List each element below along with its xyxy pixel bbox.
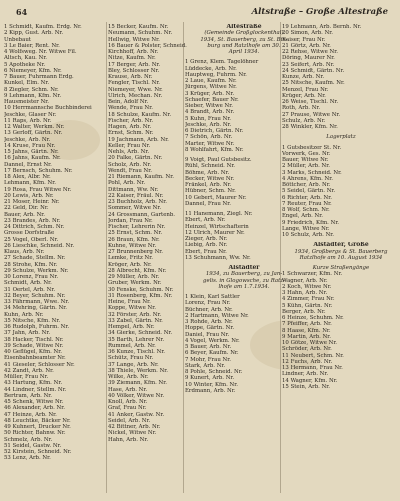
directory-entry: 36 Rudolph, Fuhrm. Nr. bbox=[4, 324, 70, 330]
directory-entry: 43 Hartung, Kfm. Nr. bbox=[4, 380, 63, 387]
directory-entry: 27 Brunnenberg Nr. bbox=[108, 249, 163, 255]
directory-entry: 31 Oertel, Arb. Nr. bbox=[4, 286, 56, 293]
directory-entry: 6 Niemeyer, Kfm. Nr. bbox=[4, 67, 62, 74]
directory-entry: 5 Bauer, Arb. Nr. bbox=[185, 344, 232, 350]
directory-entry: 20 Simon, Arb. Nr. bbox=[282, 30, 334, 37]
directory-entry: 8 Wolf, Schm. Nr. bbox=[282, 207, 330, 213]
directory-entry: 23 Brandes, Arb. Nr. bbox=[4, 217, 61, 224]
directory-entry: Schröder, Arb. Nr. bbox=[282, 346, 332, 353]
directory-entry: Eisenbahnbeamter Nr. bbox=[4, 355, 66, 362]
directory-entry: Dannel, Ernst Nr. bbox=[4, 161, 52, 168]
directory-entry: Schmidt, Arb. Nr. bbox=[4, 280, 52, 287]
directory-entry: Schulz, Arb. Nr. bbox=[282, 117, 326, 124]
directory-entry: Fischer, Lehrerin Nr. bbox=[108, 224, 166, 230]
directory-entry: 13 Gerloff, Gärtn. Nr. bbox=[4, 130, 63, 137]
directory-entry: 46 Alexander, Arb. Nr. bbox=[4, 405, 65, 412]
directory-entry: Alstädter, Große bbox=[313, 242, 369, 249]
directory-entry: 32 Förster, Arb. Nr. bbox=[108, 311, 162, 318]
directory-entry: Lange, Witwe Nr. bbox=[282, 225, 330, 232]
directory-entry: 31 Rosenberg, Kfm. Nr. bbox=[108, 292, 173, 299]
directory-entry: 24 Schmidt, Gärtn. Nr. bbox=[282, 67, 345, 74]
directory-entry: 20 Falke, Gärtn. Nr. bbox=[108, 155, 163, 162]
directory-entry: 20 Lewis, Arb. Nr. bbox=[4, 192, 54, 199]
directory-entry: 37 Jahn, Arb. Nr. bbox=[4, 330, 51, 337]
directory-entry: Fischer, Arb. Nr. bbox=[108, 117, 154, 124]
directory-entry: Seidel, Arb. Nr. bbox=[108, 417, 151, 424]
directory-column-1 bbox=[4, 24, 122, 462]
directory-entry: Müller, Frau Nr. bbox=[4, 374, 49, 380]
directory-entry: 52 Kirstein, Schneid. Nr. bbox=[4, 449, 72, 455]
directory-entry: Krüger, Arb. Nr. bbox=[282, 92, 326, 99]
directory-entry: Ebert, Frau Nr. bbox=[185, 248, 227, 255]
directory-entry: Lorenz, Frau Nr. bbox=[185, 300, 231, 307]
directory-entry: 35 Nitsche, Kfm. Nr. bbox=[4, 317, 61, 324]
directory-entry: Hübner, Schm. Nr. bbox=[185, 188, 236, 195]
directory-entry: 33 Fährmann, Wwe. Nr. bbox=[4, 299, 70, 305]
directory-entry: Ratzlhofe am 10. August 1934 bbox=[299, 254, 383, 261]
directory-entry: Kaiser, Frau Nr. bbox=[282, 36, 326, 43]
directory-entry: Bauer, Witwe Nr. bbox=[282, 157, 329, 163]
directory-entry: 9 Lehmann, Kfm. Nr. bbox=[4, 92, 62, 99]
directory-entry: Schmelz, Arb. Nr. bbox=[4, 436, 53, 443]
directory-entry: 28 Strohe, Kfm. Nr. bbox=[4, 261, 58, 268]
directory-entry: 2 Hartmann, Witwe Nr. bbox=[185, 312, 249, 319]
directory-entry: 40 Völker, Witwe Nr. bbox=[108, 392, 165, 399]
directory-entry: 10 Gebert, Maurer Nr. bbox=[185, 194, 247, 201]
directory-entry: 18 Alex, Albr. Nr. bbox=[4, 174, 51, 180]
directory-entry: 9 Kunert, Arb. Nr. bbox=[185, 375, 235, 382]
directory-entry: 32 Beyer, Schuhm. Nr. bbox=[4, 292, 66, 299]
directory-entry: Hempel, Arb. Nr. bbox=[108, 324, 155, 330]
running-title: Altstraße – Große Altestraße bbox=[251, 7, 388, 17]
directory-entry: 47 Heinze, Arb. Nr. bbox=[4, 411, 57, 418]
directory-entry: 9 Voigt, Paul Gutsbesitz. bbox=[185, 157, 252, 163]
directory-entry: Engel, Arb. Nr. bbox=[282, 213, 323, 220]
directory-entry: 6 Heinze, Schuhm. Nr. bbox=[282, 315, 344, 321]
directory-entry: 19 Lehmann, Arb. Bernh. Nr. bbox=[282, 24, 362, 30]
directory-entry: 25 Nitsche, Kaufm. Nr. bbox=[282, 80, 345, 87]
directory-entry: Scholz, Arb. Nr. bbox=[108, 161, 152, 168]
directory-entry: 1 Gutsbesitzer St. Nr. bbox=[282, 144, 342, 151]
directory-entry: 9 Martin, Arb. Nr. bbox=[282, 333, 332, 340]
directory-entry: 4 Zimmer, Frau Nr. bbox=[282, 296, 335, 303]
directory-entry: 8 Wohlfahrt, Kfm. Nr. bbox=[185, 146, 244, 153]
directory-entry: Berger, Arb. Nr. bbox=[282, 308, 326, 315]
directory-entry: 5 Kühn, Gärtn. Nr. bbox=[282, 302, 333, 309]
directory-entry: 2 Koch, Witwe Nr. bbox=[282, 283, 332, 290]
directory-entry: 24 Grossmann, Gartenb. bbox=[108, 211, 176, 218]
directory-entry: 1 Grenz, Klem. Tagelöhner bbox=[185, 59, 259, 66]
directory-entry: Kröger, Arb. Nr. bbox=[108, 261, 152, 268]
directory-entry: Wendt, Frau Nr. bbox=[108, 167, 152, 174]
directory-entry: 41 Anker, Gastw. Nr. bbox=[108, 411, 165, 418]
directory-entry: Bley, Schlosser Nr. bbox=[108, 67, 160, 74]
directory-entry: Jordan, Frau Nr. bbox=[108, 217, 153, 224]
directory-entry: 38 Thiele, Werkm. Nr. bbox=[108, 367, 168, 374]
directory-entry: 14 Kruse, Frau Nr. bbox=[4, 142, 56, 149]
directory-entry: 44 Lindner, Stellm. Nr. bbox=[4, 386, 67, 393]
directory-entry: 40 Geflügel, Kfm. Nr. bbox=[4, 349, 62, 355]
directory-entry: 3 Rohde, Arb. Nr. bbox=[185, 319, 233, 325]
directory-entry: Gruber, Werkm. Nr. bbox=[108, 280, 162, 287]
directory-entry: Graf, Frau Nr. bbox=[108, 405, 147, 412]
directory-entry: 3 Hahn, Arb. Nr. bbox=[282, 290, 328, 296]
directory-entry: 49 Kuhnert, Drucker Nr. bbox=[4, 424, 71, 430]
directory-entry: Roth, Arb. Nr. bbox=[282, 105, 321, 112]
directory-entry: Jürgens, Witwe Nr. bbox=[185, 84, 237, 91]
directory-entry: Sieber, Witwe Nr. bbox=[185, 103, 233, 109]
directory-entry: Fengler, Tischl. Nr. bbox=[108, 80, 161, 87]
directory-entry: 11 Hanemann, Ziegl. Nr. bbox=[185, 211, 253, 217]
directory-entry: 5 Seidel, Gärtn. Nr. bbox=[282, 188, 336, 195]
directory-entry: 16 Jahns, Kaufm. Nr. bbox=[4, 155, 61, 162]
directory-entry: Schaefer, Bauer Nr. bbox=[185, 96, 239, 103]
directory-entry: 26 Weise, Tischl. Nr. bbox=[282, 99, 339, 105]
directory-entry: Ulrich, Mechan. Nr. bbox=[108, 92, 163, 99]
directory-entry: 30 Fenske, Schuhm. Nr. bbox=[108, 286, 174, 293]
directory-entry: 8 Ziegler, Schm. Nr. bbox=[4, 86, 59, 93]
directory-entry: Bein, Adolf Nr. bbox=[108, 99, 149, 105]
directory-entry: 22 Kaiser, Fräul. Nr. bbox=[108, 192, 164, 199]
directory-entry: Bertram, Arb. Nr. bbox=[4, 392, 52, 399]
directory-entry: Rummel, Arb. Nr. bbox=[108, 342, 156, 349]
directory-entry: 4 Brandt, Arb. Nr. bbox=[185, 109, 235, 116]
directory-entry: Hase, Arb. Nr. bbox=[108, 386, 148, 393]
directory-entry: Rühl, Schneid. Nr. bbox=[185, 163, 236, 170]
directory-entry: 8 Haase, Kfm. Nr. bbox=[282, 327, 331, 334]
directory-entry: 2 Kipp, Gust. Arb. Nr. bbox=[4, 30, 64, 37]
directory-entry: Hellwig, Witwe Nr. bbox=[108, 36, 160, 43]
directory-entry: Lindner, Arb. Nr. bbox=[282, 371, 329, 378]
directory-entry: April 1934. bbox=[228, 49, 260, 55]
directory-entry: Pohl, Arb. Nr. bbox=[108, 180, 146, 187]
directory-entry: 13 Hermann, Frau Nr. bbox=[282, 365, 343, 371]
directory-entry: 23 Seifert, Arb. Nr. bbox=[282, 61, 335, 68]
directory-entry: Hausmeister Nr. bbox=[4, 99, 50, 105]
directory-entry: 21 Moser, Heinr. Nr. bbox=[4, 199, 60, 205]
directory-entry: 45 Schenk, Witwe Nr. bbox=[4, 399, 64, 405]
directory-entry: Nehls, Arb. Nr. bbox=[108, 149, 150, 155]
directory-entry: 25 Vogel, Oberl. Nr. bbox=[4, 236, 59, 243]
directory-entry: Liebig, Arb. Nr. bbox=[185, 242, 228, 249]
directory-entry: 29 Müller, Arb. Nr. bbox=[108, 274, 160, 280]
directory-entry: Stark, Arb. Nr. bbox=[185, 362, 226, 369]
directory-entry: Nitze, Kaufm. Nr. bbox=[108, 55, 156, 62]
directory-entry: Marter, Witwe Nr. bbox=[185, 140, 235, 147]
directory-entry: Unbebaut bbox=[4, 36, 31, 43]
directory-entry: 42 Zandt, Arb. Nr. bbox=[4, 367, 54, 374]
directory-entry: 6 Richter, Arb. Nr. bbox=[282, 194, 332, 201]
directory-entry: 7 Bauer, Fuhrmann Erdg. bbox=[4, 74, 74, 80]
directory-entry: 15 Jahns, Gärtn. Nr. bbox=[4, 149, 59, 155]
directory-entry: Lagerplatz bbox=[326, 134, 356, 141]
directory-entry: Hagen, Arb. Nr. bbox=[108, 124, 152, 130]
directory-entry: 33 Zabel, Gärtn. Nr. bbox=[108, 317, 163, 324]
directory-entry: 9 Friedrich, Kfm. Nr. bbox=[282, 219, 340, 226]
directory-entry: 27 Schade, Stellm. Nr. bbox=[4, 255, 66, 262]
directory-entry: 16 Bauer & Polster, Schneid. bbox=[108, 42, 187, 49]
directory-entry: 10 Herrmannsche Buchbinderei bbox=[4, 105, 92, 112]
directory-entry: 42 Bittner, Arb. Nr. bbox=[108, 424, 161, 430]
directory-entry: 4 Ahrens, Kfm. Nr. bbox=[282, 175, 333, 182]
directory-entry: 11 Neubert, Schm. Nr. bbox=[282, 352, 344, 359]
directory-entry: 5 Apotheke Nr. bbox=[4, 61, 46, 68]
directory-entry: Döring, Maurer Nr. bbox=[282, 55, 335, 62]
directory-entry: 18 Schulze, Kaufm. Nr. bbox=[108, 111, 172, 118]
directory-entry: 12 Ulrich, Maurer Nr. bbox=[185, 229, 245, 236]
directory-entry: 19 Rosa, Frau Witwe Nr. bbox=[4, 186, 72, 193]
directory-entry: (Gemeinde Großglockenthal) bbox=[204, 30, 284, 37]
directory-entry: 6 Dietrich, Gärtn. Nr. bbox=[185, 128, 244, 134]
directory-entry: 34 Mehring, Gärtn. Nr. bbox=[4, 305, 67, 312]
page-header bbox=[0, 7, 400, 21]
directory-entry: Schütz, Frau Nr. bbox=[108, 355, 154, 362]
directory-entry: 17 Bernsch, Schuhm. Nr. bbox=[4, 167, 73, 174]
directory-entry: Jeschke, Arb. Nr. bbox=[4, 136, 51, 143]
directory-entry: 4 Wolfsweg. Nr. Witwe Fil. bbox=[4, 49, 77, 55]
directory-entry: 27 Prause, Witwe Nr. bbox=[282, 111, 341, 118]
directory-entry: 1 Schwarzer, Kfm. Nr. bbox=[282, 271, 343, 278]
directory-entry: 7 Schön, Arb. Nr. bbox=[185, 134, 233, 141]
directory-entry: lhofe am 1.7.1934. bbox=[218, 283, 270, 290]
directory-entry: Hauptweg, Fuhrm. Nr. bbox=[185, 71, 247, 78]
directory-entry: Nickel, Witwe Nr. bbox=[108, 430, 157, 437]
directory-entry: Becker, Witwe Nr. bbox=[185, 175, 235, 182]
directory-entry: 1 Schmidt, Kaufm. Erdg. Nr. bbox=[4, 24, 82, 30]
directory-entry: Hahn, Arb. Nr. bbox=[108, 436, 149, 443]
directory-entry: Ernst, Schm. Nr. bbox=[108, 130, 154, 137]
directory-entry: Jeschke, Glaser Nr. bbox=[4, 111, 57, 118]
directory-entry: 10 Schulz, Arb. Nr. bbox=[282, 232, 334, 238]
directory-entry: 10 Götze, Witwe Nr. bbox=[282, 340, 338, 346]
directory-entry: 22 Geld, Dir. Nr. bbox=[4, 205, 49, 212]
directory-entry: Klaus, Arb. Nr. bbox=[4, 249, 45, 255]
directory-entry: Bauer, Arb. Nr. bbox=[4, 211, 46, 218]
directory-entry: 2 Müller, Arb. Nr. bbox=[282, 163, 330, 170]
directory-entry: Jeschke, Arb. Nr. bbox=[185, 121, 232, 128]
directory-entry: 28 Winkler, Kfm. Nr. bbox=[282, 124, 338, 130]
directory-entry: Grosse Dorfstraße bbox=[4, 230, 55, 237]
directory-entry: Böhme, Arb. Nr. bbox=[185, 169, 230, 176]
directory-entry: 41 Gieseler, Schlosser Nr. bbox=[4, 361, 75, 368]
directory-entry: 1934, zu Bauerberg, zu Jan- bbox=[205, 271, 283, 278]
directory-entry: Koppe, Witwe Nr. bbox=[108, 305, 156, 312]
directory-entry: 39 Ziemann, Kfm. Nr. bbox=[108, 380, 167, 387]
directory-entry: 26 Lieschke, Schneid. Nr. bbox=[4, 242, 75, 249]
directory-entry: 4 Vogel, Werkm. Nr. bbox=[185, 337, 240, 344]
directory-entry: 15 Becker, Kaufm. Nr. bbox=[108, 24, 169, 30]
directory-entry: 39 Schade, Witwe Nr. bbox=[4, 342, 64, 349]
directory-entry: 6 Beyer, Kaufm. Nr. bbox=[185, 350, 239, 357]
directory-entry: Fränkel, Arb. Nr. bbox=[185, 182, 232, 188]
directory-entry: Kunkel, Elm. Nr. bbox=[4, 80, 50, 87]
directory-entry: 21 Görtz, Arb. Nr. bbox=[282, 42, 331, 49]
directory-entry: Keller, Frau Nr. bbox=[108, 142, 151, 149]
directory-entry: 22 Rehse, Witwe Nr. bbox=[282, 49, 338, 55]
directory-entry: 19 Jachmann, Arb. Nr. bbox=[108, 136, 169, 143]
directory-entry: 2 Laue, Kaufm. Nr. bbox=[185, 78, 237, 84]
directory-entry: 26 Braun, Kfm. Nr. bbox=[108, 236, 160, 243]
directory-entry: 15 Stein, Arb. Nr. bbox=[282, 383, 331, 390]
directory-entry: Hoppe, Gärtn. Nr. bbox=[185, 325, 235, 332]
directory-entry: Ebert, Arb. Nr. bbox=[185, 217, 226, 224]
directory-entry: Kurze Straßengänge bbox=[312, 265, 370, 271]
directory-entry: Kirchhoff, Arb. Nr. bbox=[108, 49, 159, 55]
directory-entry: 14 Wagner, Kfm. Nr. bbox=[282, 377, 338, 384]
directory-entry: Niemeyer, Wwe. Nr. bbox=[108, 86, 163, 93]
directory-entry: Wende, Frau Nr. bbox=[108, 105, 153, 112]
directory-entry: 10 Winter, Kfm. Nr. bbox=[185, 381, 238, 388]
directory-entry: 17 Berger, Arb. Nr. bbox=[108, 61, 161, 68]
directory-entry: 1934, St. Bauerberg, zu St. Bin- bbox=[200, 36, 288, 43]
directory-entry: Kuhn, Arb. Nr. bbox=[4, 311, 44, 318]
directory-entry: 38 Hacker, Tischl. Nr. bbox=[4, 336, 64, 343]
directory-entry: 12 Fuchs, Arb. Nr. bbox=[282, 358, 333, 365]
directory-entry: Daniel, Frau Nr. bbox=[185, 331, 230, 338]
directory-entry: 13 Schuhmann, Ww. Nr. bbox=[185, 254, 251, 261]
directory-entry: Knoll, Arb. Nr. bbox=[108, 399, 148, 405]
directory-entry: Böttcher, Arb. Nr. bbox=[282, 182, 331, 188]
directory-entry: 8 Pohle, Schneid. Nr. bbox=[185, 369, 243, 375]
directory-entry: Menzel, Frau Nr. bbox=[282, 86, 329, 93]
directory-entry: Vorwerk, Ges. Nr. bbox=[282, 150, 331, 157]
directory-entry: Neumann, Schuhm. Nr. bbox=[108, 30, 173, 37]
directory-entry: Altsch, Kau. Nr. bbox=[4, 55, 48, 62]
directory-entry: 37 Lange, Arb. Nr. bbox=[108, 361, 159, 368]
directory-entry: Dannel, Frau Nr. bbox=[185, 200, 231, 207]
directory-column-4 bbox=[282, 24, 400, 390]
directory-entry: Altestraße bbox=[226, 24, 262, 30]
directory-entry: 48 Leuchtke, Bäcker Nr. bbox=[4, 417, 71, 424]
directory-entry: 1 Klein, Karl Sattler bbox=[185, 294, 240, 300]
directory-entry: 30 Lorenz, Frau Nr. bbox=[4, 274, 59, 280]
directory-entry: 28 Albrecht, Kfm. Nr. bbox=[108, 267, 167, 274]
directory-entry: 53 Lenz, Arb. Nr. bbox=[4, 455, 51, 462]
directory-entry: 25 Ernst, Schm. Nr. bbox=[108, 230, 163, 237]
directory-entry: 23 Buchholz, Arb. Nr. bbox=[108, 199, 167, 205]
directory-entry: Kunze, Arb. Nr. bbox=[282, 74, 325, 80]
directory-entry: Lehmann, Kfm. Nr. bbox=[4, 180, 56, 187]
directory-entry: Kuhne, Witwe Nr. bbox=[108, 242, 157, 249]
directory-entry: 29 Schulze, Werkm. Nr. bbox=[4, 267, 69, 274]
directory-entry: 36 Kunze, Tischl. Nr. bbox=[108, 349, 166, 355]
page-number: 64 bbox=[16, 7, 28, 17]
directory-entry: Büchner, Arb. Nr. bbox=[185, 306, 233, 313]
directory-entry: 3 Le Baier, Rent. Nr. bbox=[4, 42, 60, 49]
directory-entry: 35 Barth, Lehrer Nr. bbox=[108, 336, 165, 343]
directory-entry: Sommer, Witwe Nr. bbox=[108, 205, 162, 212]
directory-entry: 51 Seidel, Gastw. Nr. bbox=[4, 442, 62, 449]
directory-entry: Dittmann, Ww. Nr. bbox=[108, 186, 159, 193]
directory-entry: 50 Richter, Bahnw. Nr. bbox=[4, 430, 66, 437]
directory-entry: 5 Kuhn, Frau Nr. bbox=[185, 115, 232, 122]
directory-entry: Alstädter bbox=[228, 265, 260, 271]
directory-entry: Wagner, Arb. Nr. bbox=[282, 277, 328, 284]
directory-entry: Lüddecke, Arb. Nr. bbox=[185, 65, 237, 72]
directory-entry: 34 Gierke, Schneid. Nr. bbox=[108, 330, 173, 337]
directory-entry: 21 Riemann, Kaufm. Nr. bbox=[108, 174, 174, 180]
directory-entry: 7 Reuter, Frau Nr. bbox=[282, 200, 332, 207]
directory-entry: 3 Marks, Schneid. Nr. bbox=[282, 169, 342, 176]
directory-entry: 1934, Großbergs & St. Bauerberg bbox=[294, 248, 388, 255]
directory-entry: 24 Dittrich, Schm. Nr. bbox=[4, 224, 65, 230]
directory-entry: 3 Krüger, Arb. Nr. bbox=[185, 90, 235, 97]
directory-entry: Wilke, Arb. Nr. bbox=[108, 374, 149, 380]
directory-entry: Lemke, Fritz Nr. bbox=[108, 255, 153, 262]
directory-entry: Erdmann, Arb. Nr. bbox=[185, 387, 236, 394]
directory-entry: 11 Raps, Arb. Nr. bbox=[4, 117, 52, 124]
directory-entry: 12 Walter, Werkm. Nr. bbox=[4, 124, 65, 130]
directory-entry: gelis. in Glogowsche, zu Ratz- bbox=[203, 277, 285, 284]
directory-entry: Zieger, Arb. Nr. bbox=[185, 236, 228, 242]
directory-entry: Heine, Frau Nr. bbox=[108, 299, 151, 305]
directory-entry: Heinzel, Wirtschafterin bbox=[185, 223, 249, 230]
directory-entry: 7 Mohr, Frau Nr. bbox=[185, 356, 231, 363]
directory-entry: 7 Pfeiffer, Arb. Nr. bbox=[282, 321, 332, 328]
directory-entry: Krause, Arb. Nr. bbox=[108, 74, 153, 80]
directory-entry: burg und Ratzlhofe am 30. bbox=[207, 42, 281, 49]
